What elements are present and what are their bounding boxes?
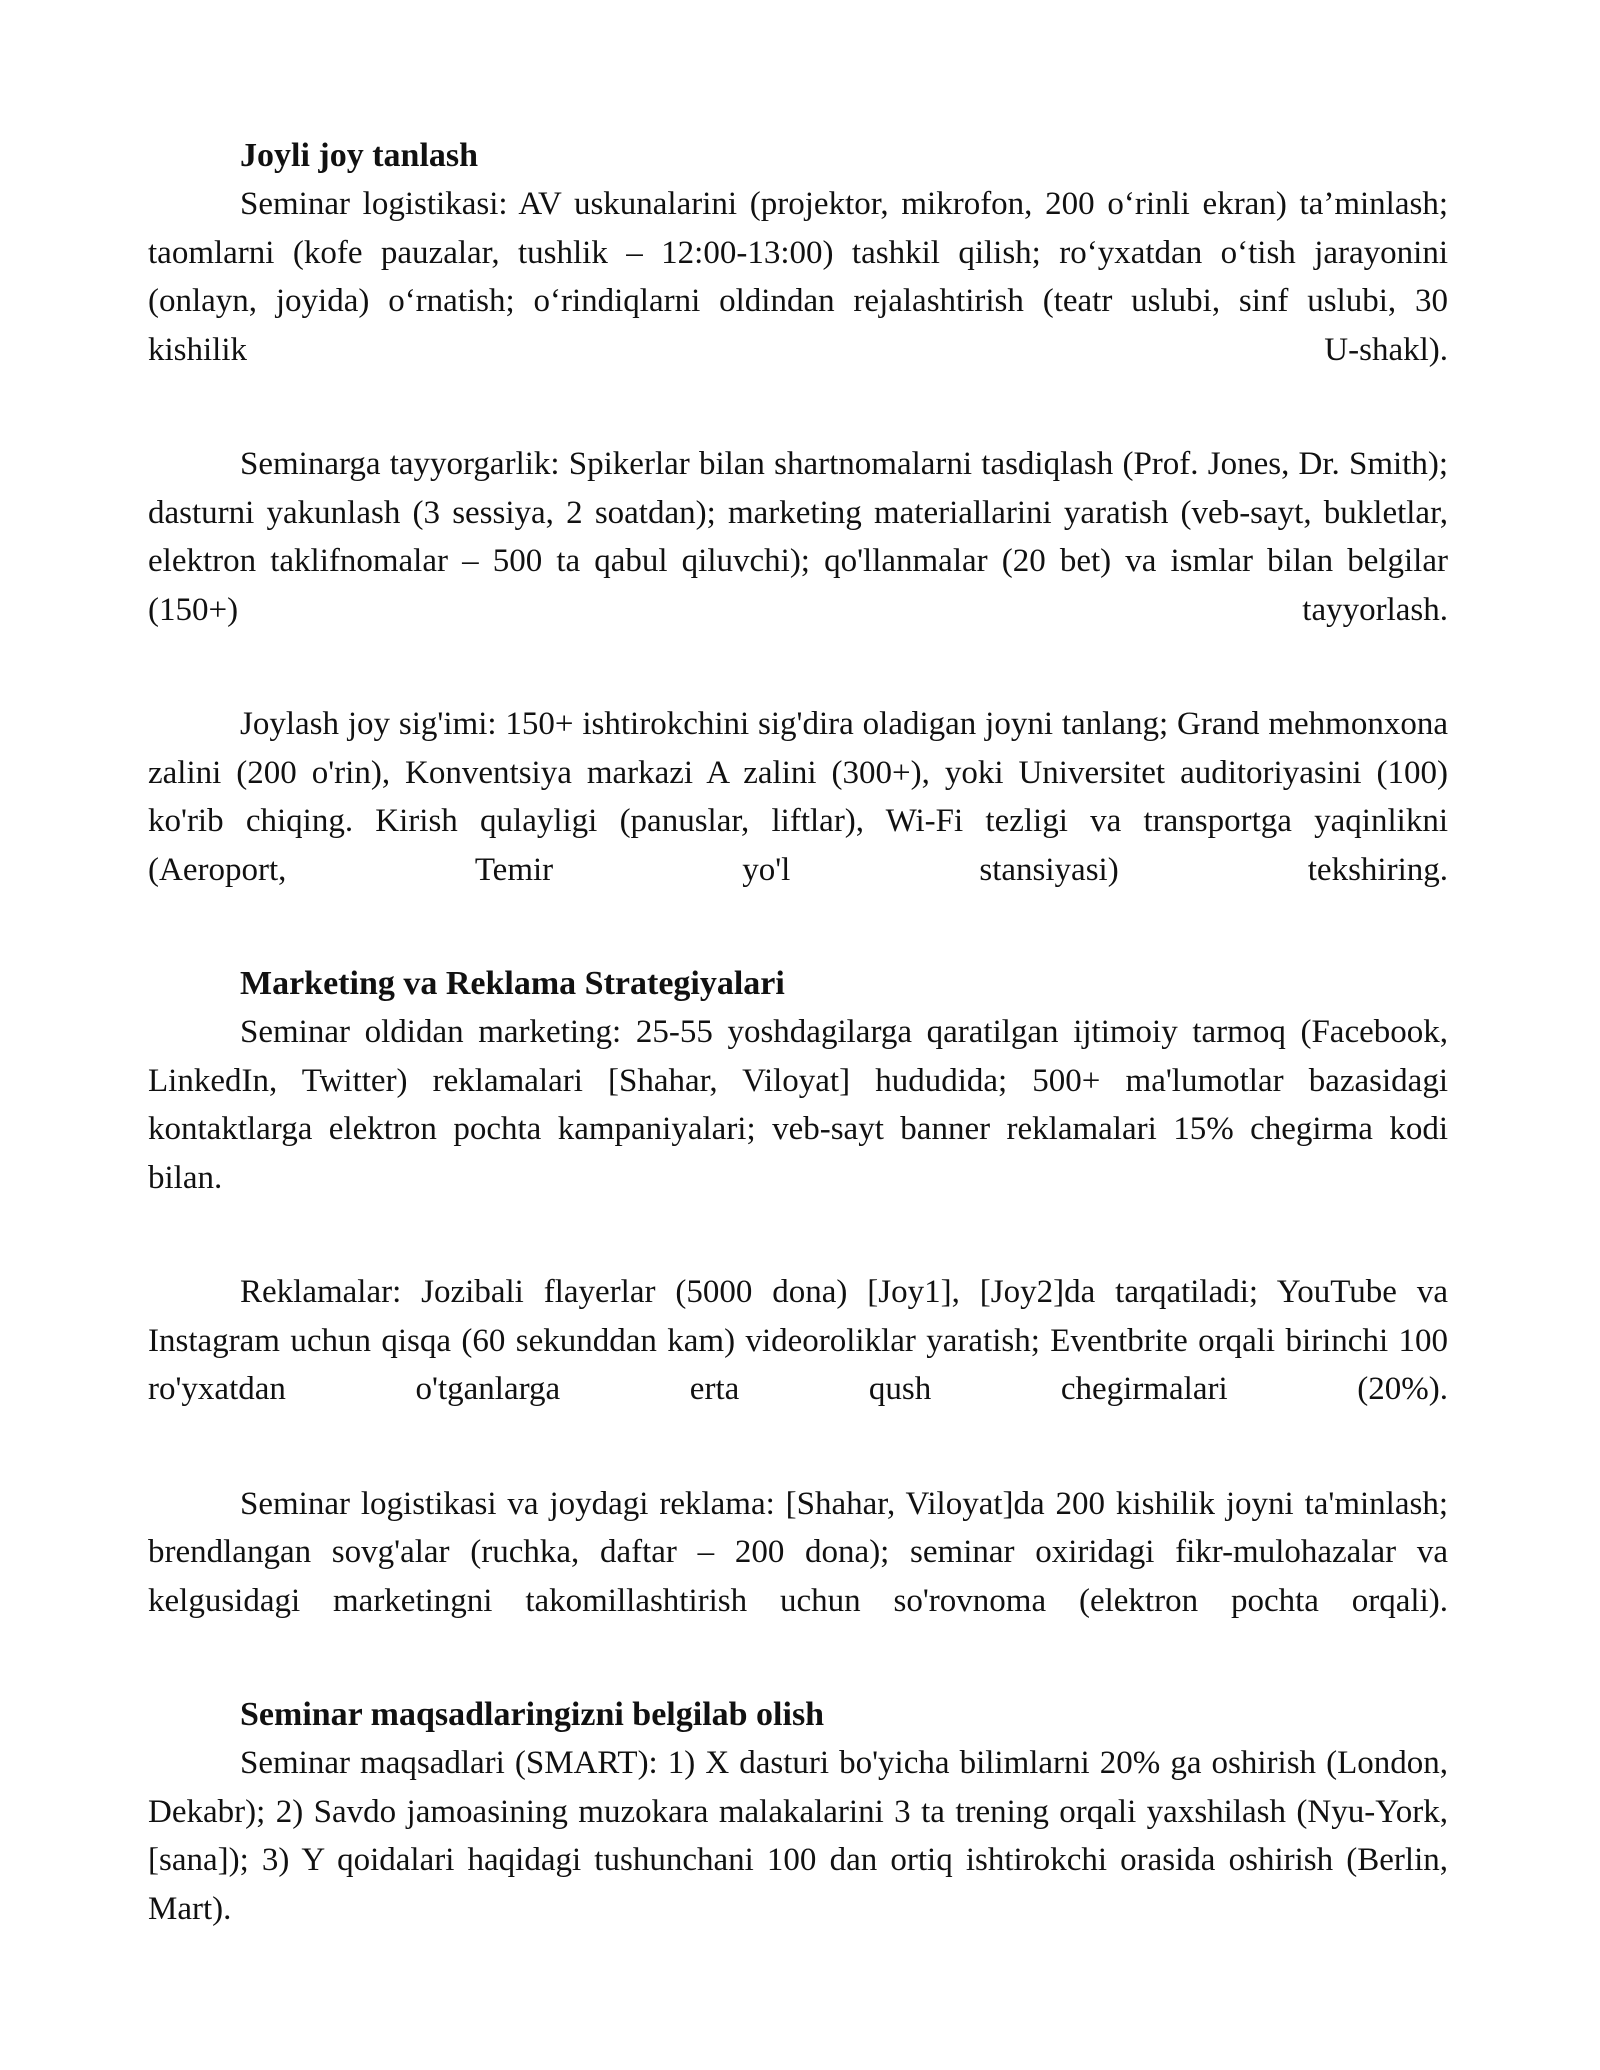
- paragraph: Seminarga tayyorgarlik: Spikerlar bilan shartnomalarni tasdiqlash (Prof. Jones, Dr. Smith); dasturni yakunlash (3 sessiya, 2 soatdan); marketing materiallarini yaratish (veb-sayt, bukletlar, elektron taklifnomalar – 500 ta qabul qiluvchi); qo'llanmalar (20 bet) va ismlar bilan belgilar (150+) tayyorlash.: [148, 446, 1448, 628]
- paragraph: Seminar logistikasi va joydagi reklama: [Shahar, Viloyat]da 200 kishilik joyni ta'minlash; brendlangan sovg'alar (ruchka, daftar – 200 dona); seminar oxiridagi fikr-mulohazalar va kelgusidagi marketingni takomillashtirish uchun so'rovnoma (elektron pochta orqali).: [148, 1485, 1448, 1619]
- section-joy-tanlash: [148, 132, 1448, 894]
- section-marketing: [148, 960, 1448, 1625]
- section-heading: Seminar maqsadlaringizni belgilab olish: [240, 1696, 825, 1733]
- section-maqsadlar: [148, 1691, 1448, 1933]
- paragraph: Seminar maqsadlari (SMART): 1) X dasturi bo'yicha bilimlarni 20% ga oshirish (London, Dekabr); 2) Savdo jamoasining muzokara malakalarini 3 ta trening orqali yaxshilash (Nyu-York, [sana]); 3) Y qoidalari haqidagi tushunchani 100 dan ortiq ishtirokchi orasida oshirish (Berlin, Mart).: [148, 1745, 1448, 1927]
- section-heading: Joyli joy tanlash: [240, 137, 479, 174]
- paragraph: Seminar oldidan marketing: 25-55 yoshdagilarga qaratilgan ijtimoiy tarmoq (Facebook, LinkedIn, Twitter) reklamalari [Shahar, Viloyat] hududida; 500+ ma'lumotlar bazasidagi kontaktlarga elektron pochta kampaniyalari; veb-sayt banner reklamalari 15% chegirma kodi bilan.: [148, 1014, 1448, 1196]
- paragraph: Seminar logistikasi: AV uskunalarini (projektor, mikrofon, 200 o‘rinli ekran) ta’minlash; taomlarni (kofe pauzalar, tushlik – 12:00-13:00) tashkil qilish; ro‘yxatdan o‘tish jarayonini (onlayn, joyida) o‘rnatish; o‘rindiqlarni oldindan rejalashtirish (teatr uslubi, sinf uslubi, 30 kishilik U-shakl).: [148, 186, 1448, 368]
- section-heading: Marketing va Reklama Strategiyalari: [240, 965, 785, 1002]
- paragraph: Joylash joy sig'imi: 150+ ishtirokchini sig'dira oladigan joyni tanlang; Grand mehmonxona zalini (200 o'rin), Konventsiya markazi A zalini (300+), yoki Universitet auditoriyasini (100) ko'rib chiqing. Kirish qulayligi (panuslar, liftlar), Wi-Fi tezligi va transportga yaqinlikni (Aeroport, Temir yo'l stansiyasi) tekshiring.: [148, 706, 1448, 888]
- document-page: [148, 132, 1448, 1933]
- paragraph: Reklamalar: Jozibali flayerlar (5000 dona) [Joy1], [Joy2]da tarqatiladi; YouTube va Instagram uchun qisqa (60 sekunddan kam) videoroliklar yaratish; Eventbrite orqali birinchi 100 ro'yxatdan o'tganlarga erta qush chegirmalari (20%).: [148, 1274, 1448, 1407]
